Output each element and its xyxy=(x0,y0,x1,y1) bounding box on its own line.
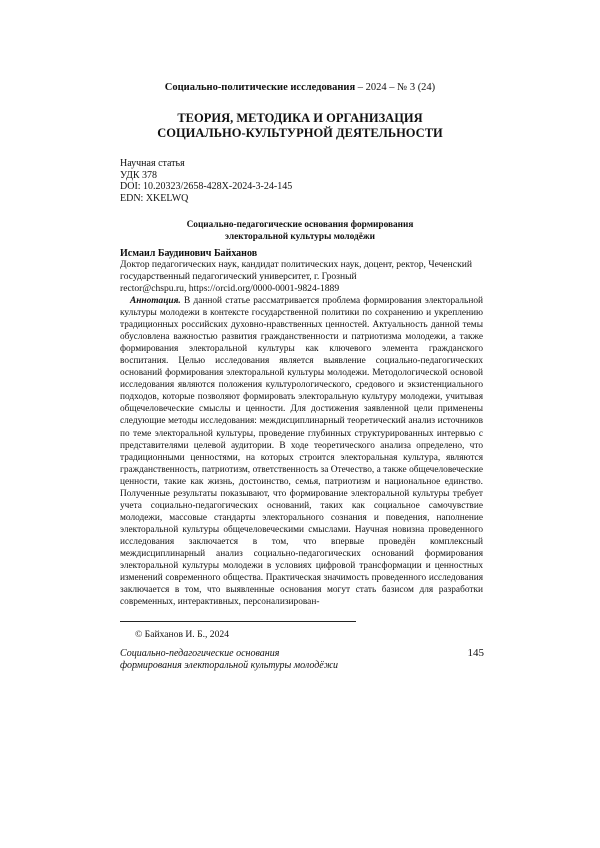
journal-issue: – 2024 – № 3 (24) xyxy=(355,82,436,93)
doi: DOI: 10.20323/2658-428X-2024-3-24-145 xyxy=(120,181,293,193)
running-footer-line-2: формирования электоральной культуры молодёжи xyxy=(120,660,339,671)
author-name: Исмаил Баудинович Байханов xyxy=(120,248,258,259)
article-title xyxy=(0,220,600,243)
edn: EDN: XKELWQ xyxy=(120,192,189,204)
article-title-line-1: Социально-педагогические основания формирования xyxy=(186,220,414,230)
page-number: 145 xyxy=(467,647,484,659)
running-footer-line-1: Социально-педагогические основания xyxy=(120,648,280,659)
abstract xyxy=(120,295,483,608)
author-affiliation: Доктор педагогических наук, кандидат политических наук, доцент, ректор, Чеченский государственный педагогический университет, г. Грозный xyxy=(120,259,472,282)
article-metadata xyxy=(120,158,292,204)
article-type: Научная статья xyxy=(120,158,185,169)
copyright-note: © Байханов И. Б., 2024 xyxy=(135,629,229,640)
udk-code: УДК 378 xyxy=(120,169,158,181)
journal-name: Социально-политические исследования xyxy=(164,82,356,93)
article-title-line-2: электоральной культуры молодёжи xyxy=(225,231,375,242)
section-title-line-1: ТЕОРИЯ, МЕТОДИКА И ОРГАНИЗАЦИЯ xyxy=(177,111,423,125)
author-affiliation-block xyxy=(120,259,480,294)
abstract-text: В данной статье рассматривается проблема формирования электоральной культуры молодежи в контексте государственной политики по сохранению и укреплению традиционных российских духовно-нравственных ценностей. Актуальность данной темы обусловлена важностью развития гражданственности и патриотизма молодежи, а также формирования электоральной культуры как ключевого элемента гражданского воспитания. Целью исследования является выявление социально-педагогических оснований формирования электоральной культуры молодежи. Методологической основой исследования являются положения культурологического, средового и экзистенциального подходов, которые позволяют формировать электоральную культуру молодежи, учитывая общечеловеческие смыслы и ценности. Для достижения заявленной цели применены следующие методы исследования: междисциплинарный теоретический анализ источников по теме электоральной культуры, проведение глубинных структурированных интервью с представителями целевой аудитории. В ходе теоретического анализа определено, что традиционными ценностями, на которых строится электоральная культура, являются гражданственность, патриотизм, ответственность за Отечество, а также общечеловеческие ценности, такие как жизнь, достоинство, семья, патриотизм и национальное единство. Полученные результаты показывают, что формирование электоральной культуры требует учета социально-педагогических оснований, таких как социальное самочувствие молодежи, массовые стандарты электорального сознания и поведения, наполнение электоральной культуры общечеловеческими смыслами. Научная новизна проведенного исследования заключается в том, что впервые проведён комплексный междисциплинарный анализ социально-педагогических оснований формирования электоральной культуры молодежи в условиях цифровой трансформации и ценностных изменений современного общества. Практическая значимость проведенного исследования заключается в том, что выявленные основания могут стать базисом для разработки современных, интерактивных, персонализирован- xyxy=(120,296,483,608)
abstract-label: Аннотация. xyxy=(130,296,181,306)
journal-header xyxy=(0,82,600,93)
section-title-line-2: СОЦИАЛЬНО-КУЛЬТУРНОЙ ДЕЯТЕЛЬНОСТИ xyxy=(157,126,443,140)
footnote-divider xyxy=(120,621,356,622)
author-contacts: rector@chspu.ru, https://orcid.org/0000-0001-9824-1889 xyxy=(120,282,340,294)
running-footer xyxy=(120,648,338,672)
section-title xyxy=(0,111,600,141)
